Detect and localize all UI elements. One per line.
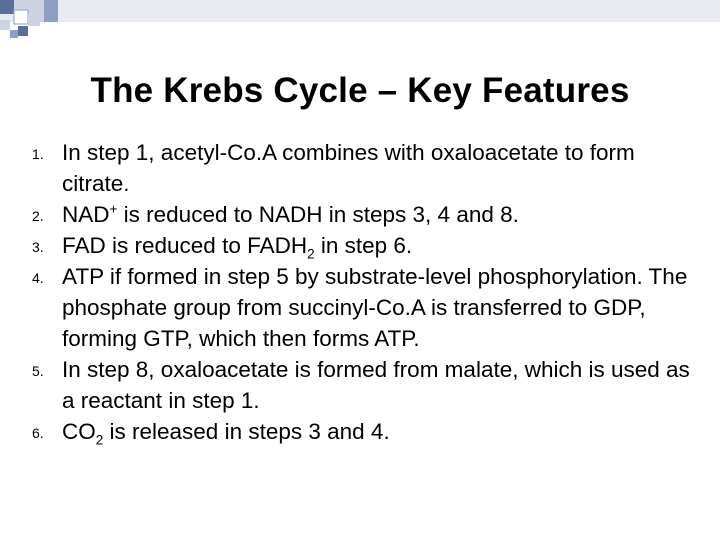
subscript-text: 2 — [307, 246, 315, 262]
text-run: FAD is reduced to FADH — [62, 233, 308, 258]
feature-item — [30, 354, 700, 416]
feature-item — [30, 199, 700, 230]
supscript-text: + — [109, 201, 118, 217]
slide-title: The Krebs Cycle – Key Features — [90, 71, 630, 110]
feature-item — [30, 416, 700, 447]
item-number: 1. — [32, 146, 44, 162]
item-number: 6. — [32, 425, 44, 441]
text-run: is reduced to NADH in steps 3, 4 and 8. — [117, 202, 519, 227]
corner-decoration — [0, 0, 720, 40]
text-run: CO — [62, 419, 96, 444]
decorative-squares — [0, 0, 720, 38]
item-text — [62, 357, 690, 413]
item-number: 4. — [32, 270, 44, 286]
feature-item — [30, 137, 700, 199]
decor-square — [14, 10, 28, 24]
item-text — [62, 140, 635, 196]
item-number: 3. — [32, 239, 44, 255]
feature-list — [30, 137, 700, 447]
text-run: In step 1, acetyl-Co.A combines with oxaloacetate to form citrate. — [62, 140, 635, 196]
item-text — [62, 419, 390, 448]
text-run: NAD — [62, 202, 110, 227]
text-run: ATP if formed in step 5 by substrate-level phosphorylation. The phosphate group from succinyl-Co.A is transferred to GDP, forming GTP, which then forms ATP. — [62, 264, 688, 351]
item-number: 2. — [32, 208, 44, 224]
feature-item — [30, 230, 700, 261]
item-text — [62, 233, 413, 262]
text-run: is released in steps 3 and 4. — [103, 419, 390, 444]
decor-square — [44, 0, 58, 22]
item-text — [62, 264, 687, 351]
subscript-text: 2 — [95, 432, 104, 448]
decor-square — [0, 20, 10, 30]
text-run: in step 6. — [314, 233, 413, 258]
item-text — [62, 202, 519, 227]
text-run: In step 8, oxaloacetate is formed from malate, which is used as a reactant in step 1. — [62, 357, 690, 413]
decor-square — [18, 26, 28, 36]
feature-item — [30, 261, 700, 354]
decor-square — [10, 30, 18, 38]
decor-square — [0, 0, 720, 22]
decor-square — [0, 0, 14, 14]
decor-square — [28, 14, 40, 26]
item-number: 5. — [32, 363, 44, 379]
